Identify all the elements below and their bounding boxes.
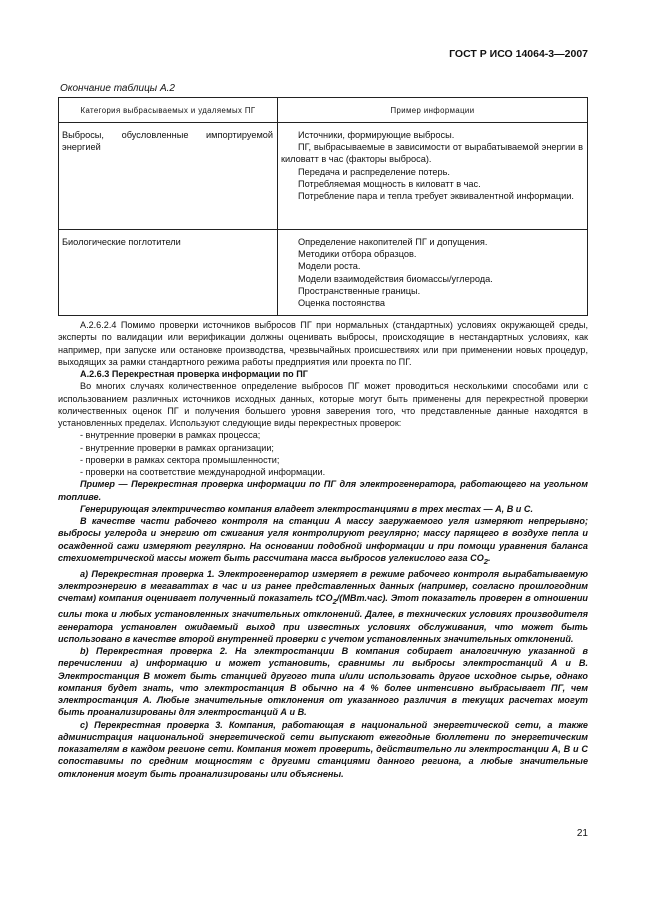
example-item: Модели взаимодействия биомассы/углерода.	[298, 273, 493, 284]
example-title: Пример — Перекрестная проверка информации по ПГ для электрогенератора, работающего на угольном топливе.	[58, 479, 588, 502]
example-item: Пространственные границы.	[298, 285, 421, 296]
body-text	[58, 319, 588, 780]
example-cell	[278, 230, 588, 316]
example-item: Оценка постоянства	[298, 298, 386, 309]
info-table	[58, 97, 588, 316]
example-paragraph: b) Перекрестная проверка 2. На электростанции В компания собирает аналогичную указанной в перечислении а) информацию и может установить, сравнимы ли выбросы электростанций А и В. Электростанция В может быть станцией другого типа и/или использовать другое исходное сырье, однако компания будет знать, что электростанция В обычно на 4 % более интенсивно выбрасывает ПГ, чем электростанция А. Любые значительные отклонения от указанного различия в текущих расчетах могут быть проанализированы для электростанций А и В.	[58, 646, 588, 718]
example-item: Источники, формирующие выбросы.	[298, 130, 455, 140]
header-category: Категория выбрасываемых и удаляемых ПГ	[59, 98, 278, 123]
list-item: - внутренние проверки в рамках процесса;	[80, 430, 261, 441]
example-item: Модели роста.	[298, 261, 361, 272]
category-cell: Выбросы, обусловленные импортируемой энергией	[59, 123, 278, 230]
section-heading: А.2.6.3 Перекрестная проверка информации по ПГ	[80, 369, 308, 379]
list-item: - внутренние проверки в рамках организации;	[80, 442, 274, 453]
document-id: ГОСТ Р ИСО 14064-3—2007	[449, 48, 588, 60]
header-example: Пример информации	[278, 98, 588, 123]
paragraph: А.2.6.2.4 Помимо проверки источников выбросов ПГ при нормальных (стандартных) условиях окружающей среды, эксперты по валидации или верификации должны оценивать выбросы, происходящие в нестандартных условиях, как например, при запуске или остановке производства, чрезвычайных происшествиях или при применении новых процедур, выходящих за рамки стандартного режима работы предприятия или проекта по ПГ.	[58, 320, 588, 367]
list-item: - проверки в рамках сектора промышленности;	[80, 454, 280, 465]
example-item: Определение накопителей ПГ и допущения.	[298, 237, 488, 247]
example-item: Передача и распределение потерь.	[298, 166, 450, 177]
example-paragraph: с) Перекрестная проверка 3. Компания, работающая в национальной энергетической сети, а также администрация национальной энергетической сети выпускают ежегодные бюллетени по энергетическим показателям в каждом регионе сети. Компания может проверить, действительно ли электростанции А, В и С сопоставимы по средним мощностям с другими станциями данного региона, а любые значительные отклонения могут быть проанализированы или объяснены.	[58, 719, 588, 779]
example-item: Потребление пара и тепла требует эквивалентной информации.	[298, 191, 574, 202]
example-paragraph: а) Перекрестная проверка 1. Электрогенератор измеряет в режиме рабочего контроля вырабатываемую электроэнергию в мегаваттах в час и из ранее представленных данных (например, согласно прошлогодним счетам) компания оценивает полученный показатель tCO$_2$/(МВт.час). Этот показатель проверен в отношении силы тока и любых установленных значительных отклонений. Далее, в технических условиях производителя генератора установлен ожидаемый выход при известных условиях обслуживания, что может быть использовано в качестве второй внутренней проверки с учетом установленных значительных отклонений.	[58, 568, 588, 644]
table-row	[59, 123, 588, 230]
page-number: 21	[576, 828, 588, 839]
example-item: Потребляемая мощность в киловатт в час.	[298, 178, 481, 189]
table-caption: Окончание таблицы А.2	[60, 83, 175, 94]
category-cell: Биологические поглотители	[59, 230, 278, 316]
example-item: Методики отбора образцов.	[298, 249, 417, 260]
paragraph: Во многих случаях количественное определение выбросов ПГ может проводиться несколькими способами или с использованием различных источников исходных данных, которые могут быть применены для перекрестной проверки количественных оценок ПГ и получения большего уровня заверения того, что представленные данные находятся в установленных пределах. Используют следующие виды перекрестных проверок:	[58, 381, 588, 428]
example-item: ПГ, выбрасываемые в зависимости от вырабатываемой энергии в киловатт в час (факторы выброса).	[281, 142, 583, 165]
list-item: - проверки на соответствие международной информации.	[80, 467, 326, 477]
example-paragraph: В качестве части рабочего контроля на станции А массу загружаемого угля измеряют непрерывно; выбросы углерода и энергию от сжигания угля контролируют регулярно; массу парящего в воздухе пепла и осажденной сажи измеряют регулярно. На основании подобной информации и при помощи уравнения баланса стехиометрической массы может быть рассчитана масса выбросов углекислого газа $СО_2$.	[58, 516, 588, 566]
table-row	[59, 230, 588, 316]
example-paragraph: Генерирующая электричество компания владеет электростанциями в трех местах — А, В и С.	[80, 503, 533, 514]
example-cell	[278, 123, 588, 230]
table-header-row	[59, 98, 588, 123]
